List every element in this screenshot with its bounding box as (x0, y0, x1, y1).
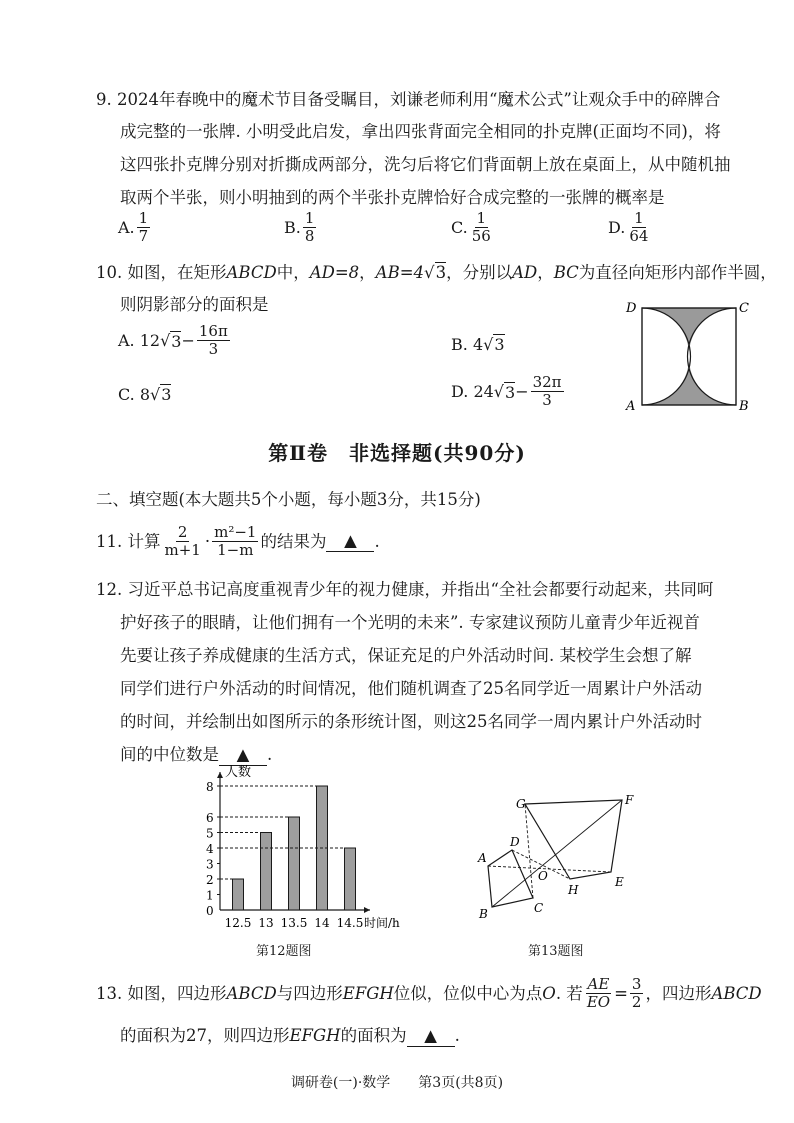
q10-figure (622, 296, 752, 416)
bar (261, 833, 272, 911)
q12-line6: 间的中位数是 ▲ . (120, 745, 273, 764)
q9-line1: 9. 2024年春晚中的魔术节目备受瞩目，刘谦老师利用“魔术公式”让观众手中的碎牌合 (96, 90, 721, 109)
q13-fraction-ae-eo: $\frac{AE}{EO}$ (586, 975, 611, 1012)
page-footer: 调研卷(一)·数学 第3页(共8页) (290, 1075, 504, 1091)
bar (345, 848, 356, 910)
y-tick-label: 0 (206, 904, 214, 918)
q10-option-c: C. 8 √ 3 (118, 384, 172, 404)
q9-option-a: A. $\frac{1}{7}$ (118, 209, 149, 246)
q13-label-a: A (478, 851, 487, 865)
q13-label-e: E (615, 875, 624, 889)
q12-line1: 12. 习近平总书记高度重视青少年的视力健康，并指出“全社会都要行动起来，共同呵 (96, 580, 714, 599)
y-axis-label: 人数 (225, 765, 252, 780)
q10-shaded-top (642, 308, 736, 355)
y-tick-label: 4 (206, 842, 214, 856)
q9-line4: 取两个半张，则小明抽到的两个半张扑克牌恰好合成完整的一张牌的概率是 (120, 188, 665, 207)
q9-option-d-fraction: $\frac{1}{64}$ (629, 209, 649, 246)
q13-fraction-ratio: $\frac{3}{2}$ (631, 975, 642, 1012)
x-tick-label: 12.5 (224, 916, 252, 930)
q13-answer-blank[interactable]: ▲ (407, 1026, 455, 1047)
x-tick-label: 14 (314, 916, 330, 930)
q10-line1: 10. 如图，在矩形ABCD中，AD=8，AB=4√3，分别以AD，BC为直径向矩形内部作半圆， (96, 263, 777, 282)
q12-line2: 护好孩子的眼睛，让他们拥有一个光明的未来”. 专家建议预防儿童青少年近视首 (120, 613, 700, 632)
q9-option-c: C. $\frac{1}{56}$ (451, 209, 491, 246)
q13-line-bf (492, 800, 622, 907)
bar (289, 817, 300, 910)
q12-bar-chart (190, 760, 410, 935)
q10-label-b: B (739, 399, 749, 414)
y-tick-label: 8 (206, 780, 214, 794)
section-title: 第Ⅱ卷 非选择题(共90分) (268, 441, 526, 465)
q10-line2: 则阴影部分的面积是 (120, 295, 269, 314)
q13-label-d: D (510, 835, 520, 849)
q10-option-d: D. 24 √ 3 − $\frac{32\pi}{3}$ (451, 373, 562, 410)
q11-answer-blank[interactable]: ▲ (326, 531, 374, 552)
q11-fraction-1: $\frac{2}{m+1}$ (164, 523, 201, 560)
x-tick-label: 13.5 (280, 916, 308, 930)
x-axis-arrow (364, 907, 370, 913)
fill-heading: 二、填空题(本大题共5个小题，每小题3分，共15分) (96, 490, 481, 509)
q13-label-g: G (516, 797, 526, 811)
q11-fraction-2: $\frac{\text{m²−1}}{1-m}$ (214, 523, 257, 560)
q9-option-b: B. $\frac{1}{8}$ (284, 209, 315, 246)
q12-line4: 同学们进行户外活动的时间情况，他们随机调查了25名同学近一周累计户外活动 (120, 679, 702, 698)
q10-option-a: A. 12 √ 3 − $\frac{16\pi}{3}$ (118, 322, 228, 359)
q12-line3: 先要让孩子养成健康的生活方式，保证充足的户外活动时间. 某校学生会想了解 (120, 646, 692, 665)
x-tick-label: 13 (258, 916, 274, 930)
q11: 11. 计算 $\frac{2}{m+1}$ · $\frac{\text{m²−1}}{1-m}$ 的结果为 ▲ . (96, 523, 380, 560)
q13-label-b: B (479, 907, 488, 921)
q13-label-o: O (538, 869, 548, 883)
q13-label-c: C (534, 901, 544, 915)
q9-option-c-fraction: $\frac{1}{56}$ (471, 209, 491, 246)
q9-option-a-fraction: $\frac{1}{7}$ (138, 209, 149, 246)
q9-option-d: D. $\frac{1}{64}$ (608, 209, 649, 246)
q10-label-d: D (626, 301, 637, 316)
q13-label-h: H (568, 883, 579, 897)
q9-line3: 这四张扑克牌分别对折撕成两部分，洗匀后将它们背面朝上放在桌面上，从中随机抽 (120, 155, 731, 174)
q10-option-a-fraction: $\frac{16\pi}{3}$ (198, 322, 228, 359)
y-tick-label: 5 (206, 826, 214, 841)
y-axis-arrow (217, 772, 223, 778)
q13-label-f: F (625, 793, 634, 807)
q10-label-c: C (739, 301, 749, 316)
q13-figure (470, 790, 650, 925)
q10-option-b: B. 4 √ 3 (451, 334, 505, 354)
q13-figure-caption: 第13题图 (528, 944, 584, 959)
q10-shaded-bottom (642, 358, 736, 405)
bar (233, 879, 244, 910)
y-tick-label: 3 (206, 857, 214, 872)
q12-figure-caption: 第12题图 (256, 944, 312, 959)
q12-answer-blank[interactable]: ▲ (219, 745, 267, 766)
q10-label-a: A (626, 399, 636, 414)
q9-option-b-fraction: $\frac{1}{8}$ (304, 209, 315, 246)
y-tick-label: 6 (206, 811, 214, 825)
q10-option-d-fraction: $\frac{32\pi}{3}$ (532, 373, 562, 410)
q13-line2: 的面积为27，则四边形EFGH的面积为 ▲ . (120, 1026, 460, 1045)
q9-line2: 成完整的一张牌. 小明受此启发，拿出四张背面完全相同的扑克牌(正面均不同)，将 (120, 122, 721, 141)
q13-line1: 13. 如图，四边形 ABCD 与四边形 EFGH 位似，位似中心为点 O . 若 $\frac{AE}{EO}$ = $\frac{3}{2}$ ，四边形 ABCD (96, 975, 762, 1012)
x-axis-label: 时间/h (364, 916, 400, 930)
y-tick-label: 2 (206, 873, 214, 887)
q12-line5: 的时间，并绘制出如图所示的条形统计图，则这25名同学一周内累计户外活动时 (120, 712, 702, 731)
y-tick-label: 1 (206, 888, 214, 903)
x-tick-label: 14.5 (336, 916, 364, 930)
